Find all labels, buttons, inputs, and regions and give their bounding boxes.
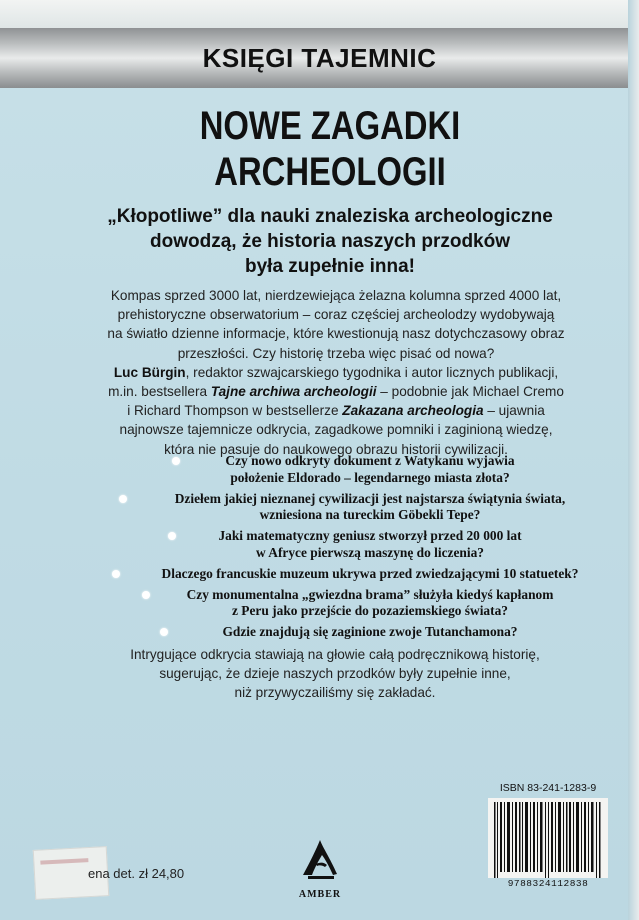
subtitle-line: „Kłopotliwe” dla nauki znaleziska archeologiczne bbox=[107, 206, 553, 227]
question-item bbox=[160, 624, 580, 641]
intro-line: prehistoryczne obserwatorium – coraz częściej archeolodzy wydobywają bbox=[117, 307, 555, 323]
price-label: ena det. zł 24,80 bbox=[88, 866, 185, 881]
intro-line: na światło dzienne informacje, które kwestionują nasz dotychczasowy obraz bbox=[107, 326, 565, 342]
intro-text: , redaktor szwajcarskiego tygodnika i autor licznych publikacji, bbox=[185, 364, 559, 380]
outro-paragraph bbox=[100, 645, 570, 703]
intro-text: i Richard Thompson w bestsellerze bbox=[127, 403, 343, 419]
bullet-dot-icon bbox=[142, 591, 150, 599]
book-title-line: NOWE ZAGADKI bbox=[199, 104, 461, 148]
question-line: Czy monumentalna „gwiezdna brama” służyła kiedyś kapłanom bbox=[186, 586, 554, 602]
outro-line: Intrygujące odkrycia stawiają na głowie całą podręcznikową historię, bbox=[130, 647, 540, 662]
question-item bbox=[160, 566, 580, 583]
intro-paragraph bbox=[86, 286, 586, 459]
outro-line: niż przywyczailiśmy się zakładać. bbox=[234, 685, 436, 701]
question-list bbox=[160, 453, 580, 645]
subtitle-line: była zupełnie inna! bbox=[245, 256, 415, 277]
question-item bbox=[160, 453, 580, 487]
intro-text: – podobnie jak Michael Cremo bbox=[376, 384, 564, 400]
intro-text: – ujawnia bbox=[483, 403, 545, 419]
book-title bbox=[133, 103, 527, 195]
intro-line: która nie pasuje do naukowego obrazu historii cywilizacji. bbox=[164, 441, 508, 457]
question-item bbox=[160, 587, 580, 621]
author-name: Luc Bürgin bbox=[113, 364, 186, 380]
series-title: KSIĘGI TAJEMNIC bbox=[202, 43, 437, 73]
ean-number: 9788324112838 bbox=[507, 878, 589, 889]
question-line: wzniesiona na tureckim Göbekli Tepe? bbox=[259, 507, 481, 523]
isbn-label: ISBN 83-241-1283-9 bbox=[499, 782, 597, 794]
barcode-background bbox=[488, 798, 608, 878]
question-item bbox=[160, 491, 580, 525]
subtitle-line: dowodzą, że historia naszych przodków bbox=[150, 231, 510, 252]
intro-line: przeszłości. Czy historię trzeba więc pisać od nowa? bbox=[177, 345, 495, 361]
publisher-logo bbox=[285, 838, 355, 900]
intro-line: Kompas sprzed 3000 lat, nierdzewiejąca żelazna kolumna sprzed 4000 lat, bbox=[110, 288, 562, 303]
book-reference: Zakazana archeologia bbox=[342, 403, 484, 419]
cover-right-edge bbox=[628, 0, 639, 920]
bullet-dot-icon bbox=[112, 570, 120, 578]
intro-text: m.in. bestsellera bbox=[108, 384, 211, 400]
sticker-stripe bbox=[40, 858, 88, 865]
bullet-dot-icon bbox=[119, 495, 127, 503]
outro-line: sugerując, że dzieje naszych przodków były zupełnie inne, bbox=[159, 666, 511, 682]
intro-line bbox=[86, 382, 586, 401]
question-line: Jaki matematyczny geniusz stworzył przed 20 000 lat bbox=[218, 528, 522, 544]
question-line: Dlaczego francuskie muzeum ukrywa przed zwiedzającymi 10 statuetek? bbox=[161, 565, 579, 581]
bullet-dot-icon bbox=[172, 457, 180, 465]
book-reference: Tajne archiwa archeologii bbox=[210, 384, 377, 400]
question-line: położenie Eldorado – legendarnego miasta złota? bbox=[230, 469, 510, 485]
question-line: z Peru jako przejście do pozaziemskiego świata? bbox=[232, 603, 508, 619]
book-subtitle bbox=[60, 204, 600, 279]
publisher-name: AMBER bbox=[298, 889, 342, 900]
cover-top-edge bbox=[0, 0, 639, 28]
intro-line bbox=[86, 401, 586, 420]
question-item bbox=[160, 528, 580, 562]
barcode-bars-icon bbox=[488, 798, 608, 878]
book-title-line: ARCHEOLOGII bbox=[214, 150, 446, 194]
question-line: Czy nowo odkryty dokument z Watykanu wyjawia bbox=[225, 453, 515, 468]
amber-logo-icon bbox=[300, 838, 340, 882]
barcode bbox=[488, 782, 608, 900]
question-line: Dziełem jakiej nieznanej cywilizacji jest najstarsza świątynia świata, bbox=[174, 490, 566, 506]
intro-line: najnowsze tajemnicze odkrycia, zagadkowe pomniki i zaginioną wiedzę, bbox=[119, 422, 553, 438]
question-line: w Afryce pierwszą maszynę do liczenia? bbox=[256, 544, 484, 560]
question-line: Gdzie znajdują się zaginione zwoje Tutanchamona? bbox=[222, 624, 518, 640]
intro-line bbox=[86, 363, 586, 382]
